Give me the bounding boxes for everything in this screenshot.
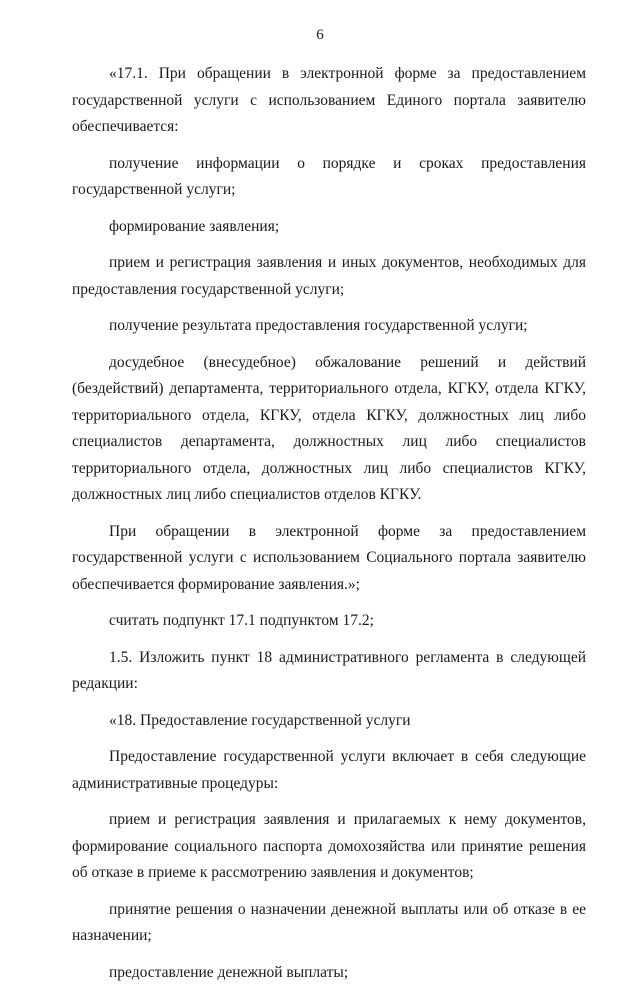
page-number: 6 <box>316 27 324 43</box>
paragraph-decision: принятие решения о назначении денежной выплаты или об отказе в ее назначении; <box>72 900 586 944</box>
paragraph-18-heading: «18. Предоставление государственной услуги <box>109 711 411 729</box>
paragraph-18-procedures: Предоставление государственной услуги включает в себя следующие административные процедуры: <box>72 748 586 792</box>
paragraph-social-portal: При обращении в электронной форме за предоставлением государственной услуги с использованием Социального портала заявителю обеспечивается формирование заявления.»; <box>72 522 586 593</box>
paragraph-renumber: считать подпункт 17.1 подпунктом 17.2; <box>109 612 374 629</box>
paragraph-registration: прием и регистрация заявления и иных документов, необходимых для предоставления государственной услуги; <box>72 254 586 298</box>
paragraph-reception: прием и регистрация заявления и прилагаемых к нему документов, формирование социального паспорта домохозяйства или принятие решения об отказе в приеме к рассмотрению заявления и документов; <box>72 811 586 881</box>
paragraph-result-receipt: получение результата предоставления государственной услуги; <box>109 317 528 334</box>
paragraph-17-1-intro: «17.1. При обращении в электронной форме за предоставлением государственной услуги с использованием Единого портала заявителю обеспечивается: <box>72 65 586 135</box>
paragraph-appeal: досудебное (внесудебное) обжалование решений и действий (бездействий) департамента, территориального отдела, КГКУ, отдела КГКУ, территориального отдела, КГКУ, отдела КГКУ, должностных лиц либо специалистов департамента, должностных лиц либо специалистов территориального отдела, должностных лиц либо специалистов КГКУ, должностных лиц либо специалистов отделов КГКУ. <box>72 353 586 503</box>
paragraph-info-receipt: получение информации о порядке и сроках предоставления государственной услуги; <box>72 154 586 198</box>
document-body <box>72 61 586 996</box>
paragraph-payment: предоставление денежной выплаты; <box>109 963 349 981</box>
paragraph-1-5: 1.5. Изложить пункт 18 административного регламента в следующей редакции: <box>72 648 586 692</box>
paragraph-application-forming: формирование заявления; <box>109 217 280 235</box>
